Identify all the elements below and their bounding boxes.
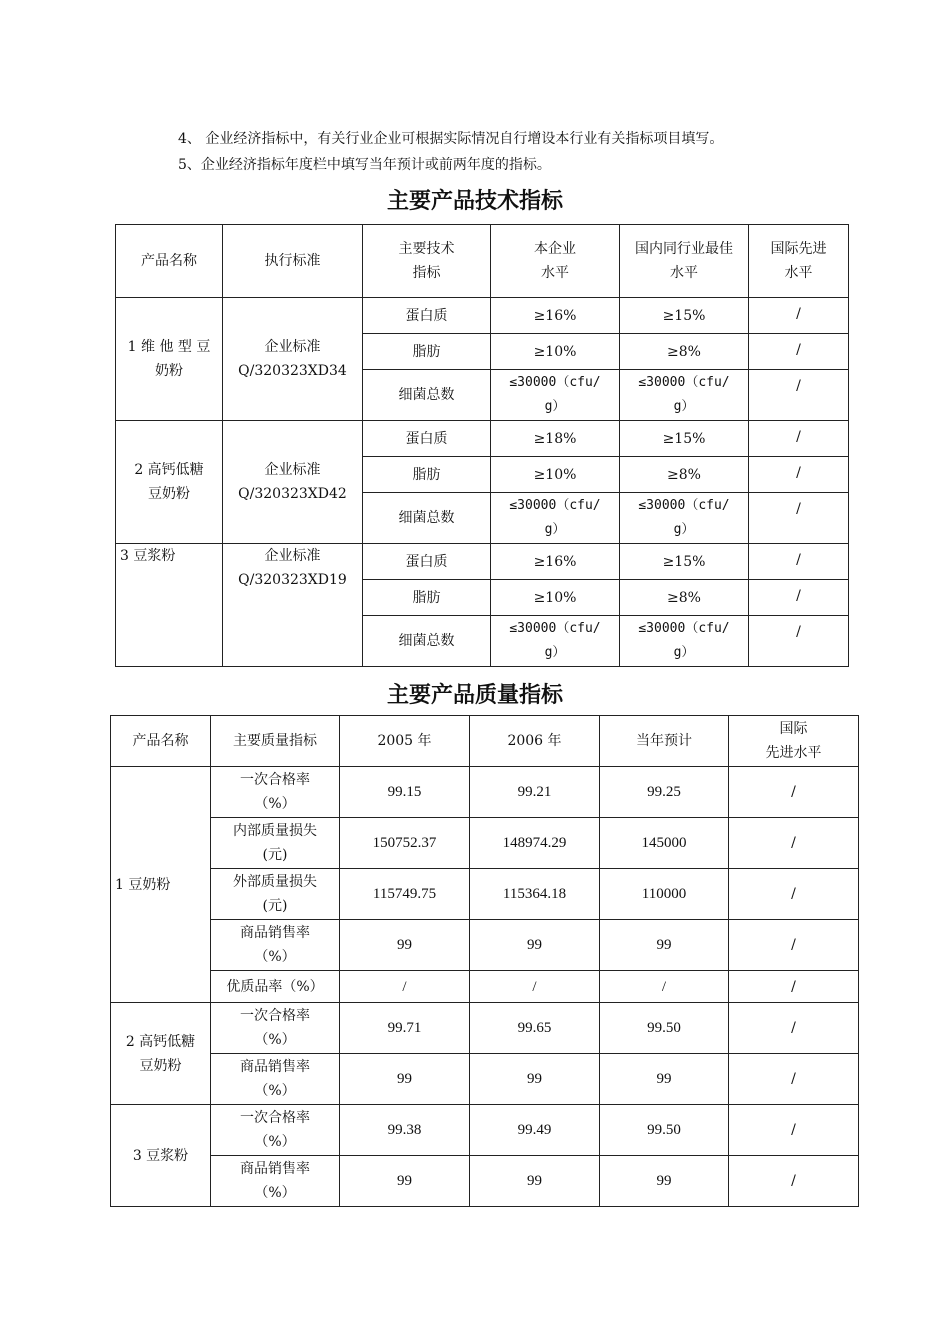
forecast-cell: 99.25	[600, 767, 729, 818]
quality-row	[111, 869, 859, 920]
quality-header-cell: 2006 年	[470, 716, 600, 767]
forecast-cell: 99	[600, 1054, 729, 1105]
company-level-cell: ≤30000（cfu/ g）	[491, 616, 620, 667]
note-4: 4、 企业经济指标中，有关行业企业可根据实际情况自行增设本行业有关指标项目填写。	[178, 131, 724, 147]
domestic-best-cell: ≥15%	[620, 421, 749, 457]
value-2005-cell: 99.15	[340, 767, 470, 818]
tech-row	[116, 298, 849, 334]
quality-header-row	[111, 716, 859, 767]
quality-indicator-cell: 一次合格率 （%）	[211, 767, 340, 818]
value-2005-cell: 99.38	[340, 1105, 470, 1156]
indicator-cell: 蛋白质	[363, 544, 491, 580]
value-2006-cell: 115364.18	[470, 869, 600, 920]
intl-level-cell: /	[729, 869, 859, 920]
forecast-cell: 99	[600, 1156, 729, 1207]
intl-level-cell: /	[729, 1054, 859, 1105]
quality-indicator-cell: 一次合格率 （%）	[211, 1003, 340, 1054]
intl-level-cell: /	[729, 971, 859, 1003]
tech-row	[116, 421, 849, 457]
company-level-cell: ≥10%	[491, 580, 620, 616]
quality-table-title: 主要产品质量指标	[386, 683, 563, 708]
value-2005-cell: 99	[340, 1156, 470, 1207]
quality-indicator-cell: 商品销售率 （%）	[211, 1156, 340, 1207]
value-2006-cell: 99.65	[470, 1003, 600, 1054]
company-level-cell: ≤30000（cfu/ g）	[491, 493, 620, 544]
domestic-best-cell: ≥8%	[620, 580, 749, 616]
tech-table-title: 主要产品技术指标	[386, 189, 563, 214]
quality-row	[111, 1003, 859, 1054]
tech-row	[116, 544, 849, 580]
value-2005-cell: /	[340, 971, 470, 1003]
quality-header-cell: 产品名称	[111, 716, 211, 767]
forecast-cell: 99.50	[600, 1003, 729, 1054]
tech-header-cell: 国内同行业最佳 水平	[620, 225, 749, 298]
intl-level-cell: /	[749, 580, 849, 616]
company-level-cell: ≥16%	[491, 298, 620, 334]
indicator-cell: 脂肪	[363, 334, 491, 370]
product-name-cell: 1 豆奶粉	[111, 767, 211, 1003]
company-level-cell: ≤30000（cfu/ g）	[491, 370, 620, 421]
value-2006-cell: /	[470, 971, 600, 1003]
tech-header-cell: 本企业 水平	[491, 225, 620, 298]
intl-level-cell: /	[749, 298, 849, 334]
domestic-best-cell: ≤30000（cfu/ g）	[620, 370, 749, 421]
product-name-cell: 3 豆浆粉	[116, 544, 223, 667]
tech-header-cell: 国际先进 水平	[749, 225, 849, 298]
company-level-cell: ≥10%	[491, 457, 620, 493]
domestic-best-cell: ≤30000（cfu/ g）	[620, 493, 749, 544]
forecast-cell: 99.50	[600, 1105, 729, 1156]
value-2006-cell: 148974.29	[470, 818, 600, 869]
quality-row	[111, 767, 859, 818]
notes	[178, 126, 723, 178]
quality-row	[111, 1054, 859, 1105]
product-name-cell: 1 维 他 型 豆 奶粉	[116, 298, 223, 421]
intl-level-cell: /	[749, 421, 849, 457]
quality-indicator-cell: 外部质量损失 (元)	[211, 869, 340, 920]
standard-cell: 企业标准 Q/320323XD19	[223, 544, 363, 667]
value-2005-cell: 115749.75	[340, 869, 470, 920]
intl-level-cell: /	[749, 493, 849, 544]
indicator-cell: 脂肪	[363, 457, 491, 493]
intl-level-cell: /	[729, 1003, 859, 1054]
intl-level-cell: /	[749, 334, 849, 370]
domestic-best-cell: ≤30000（cfu/ g）	[620, 616, 749, 667]
quality-indicator-cell: 商品销售率 （%）	[211, 920, 340, 971]
tech-header-cell: 执行标准	[223, 225, 363, 298]
quality-row	[111, 920, 859, 971]
quality-row	[111, 1105, 859, 1156]
value-2006-cell: 99	[470, 1156, 600, 1207]
indicator-cell: 细菌总数	[363, 493, 491, 544]
quality-indicator-cell: 一次合格率 （%）	[211, 1105, 340, 1156]
intl-level-cell: /	[729, 920, 859, 971]
quality-row	[111, 971, 859, 1003]
intl-level-cell: /	[729, 818, 859, 869]
value-2006-cell: 99.49	[470, 1105, 600, 1156]
indicator-cell: 脂肪	[363, 580, 491, 616]
domestic-best-cell: ≥15%	[620, 544, 749, 580]
intl-level-cell: /	[729, 1105, 859, 1156]
intl-level-cell: /	[749, 457, 849, 493]
company-level-cell: ≥18%	[491, 421, 620, 457]
forecast-cell: 145000	[600, 818, 729, 869]
quality-indicator-cell: 内部质量损失 (元)	[211, 818, 340, 869]
company-level-cell: ≥10%	[491, 334, 620, 370]
value-2006-cell: 99	[470, 1054, 600, 1105]
value-2006-cell: 99.21	[470, 767, 600, 818]
quality-row	[111, 818, 859, 869]
indicator-cell: 细菌总数	[363, 370, 491, 421]
standard-cell: 企业标准 Q/320323XD42	[223, 421, 363, 544]
intl-level-cell: /	[749, 370, 849, 421]
indicator-cell: 蛋白质	[363, 421, 491, 457]
standard-cell: 企业标准 Q/320323XD34	[223, 298, 363, 421]
quality-indicator-cell: 商品销售率 （%）	[211, 1054, 340, 1105]
tech-header-cell: 主要技术 指标	[363, 225, 491, 298]
quality-header-cell: 国际 先进水平	[729, 716, 859, 767]
domestic-best-cell: ≥15%	[620, 298, 749, 334]
tech-indicators-table	[115, 224, 849, 667]
note-5: 5、企业经济指标年度栏中填写当年预计或前两年度的指标。	[178, 157, 551, 173]
quality-header-cell: 主要质量指标	[211, 716, 340, 767]
value-2005-cell: 99	[340, 920, 470, 971]
value-2005-cell: 150752.37	[340, 818, 470, 869]
tech-header-cell: 产品名称	[116, 225, 223, 298]
product-name-cell: 3 豆浆粉	[111, 1105, 211, 1207]
forecast-cell: /	[600, 971, 729, 1003]
product-name-cell: 2 高钙低糖 豆奶粉	[111, 1003, 211, 1105]
forecast-cell: 110000	[600, 869, 729, 920]
company-level-cell: ≥16%	[491, 544, 620, 580]
intl-level-cell: /	[729, 767, 859, 818]
quality-indicator-cell: 优质品率（%）	[211, 971, 340, 1003]
domestic-best-cell: ≥8%	[620, 457, 749, 493]
indicator-cell: 蛋白质	[363, 298, 491, 334]
intl-level-cell: /	[729, 1156, 859, 1207]
value-2005-cell: 99	[340, 1054, 470, 1105]
value-2005-cell: 99.71	[340, 1003, 470, 1054]
product-name-cell: 2 高钙低糖 豆奶粉	[116, 421, 223, 544]
intl-level-cell: /	[749, 544, 849, 580]
tech-header-row	[116, 225, 849, 298]
domestic-best-cell: ≥8%	[620, 334, 749, 370]
quality-header-cell: 2005 年	[340, 716, 470, 767]
value-2006-cell: 99	[470, 920, 600, 971]
quality-indicators-table	[110, 715, 859, 1207]
intl-level-cell: /	[749, 616, 849, 667]
indicator-cell: 细菌总数	[363, 616, 491, 667]
quality-row	[111, 1156, 859, 1207]
quality-header-cell: 当年预计	[600, 716, 729, 767]
forecast-cell: 99	[600, 920, 729, 971]
